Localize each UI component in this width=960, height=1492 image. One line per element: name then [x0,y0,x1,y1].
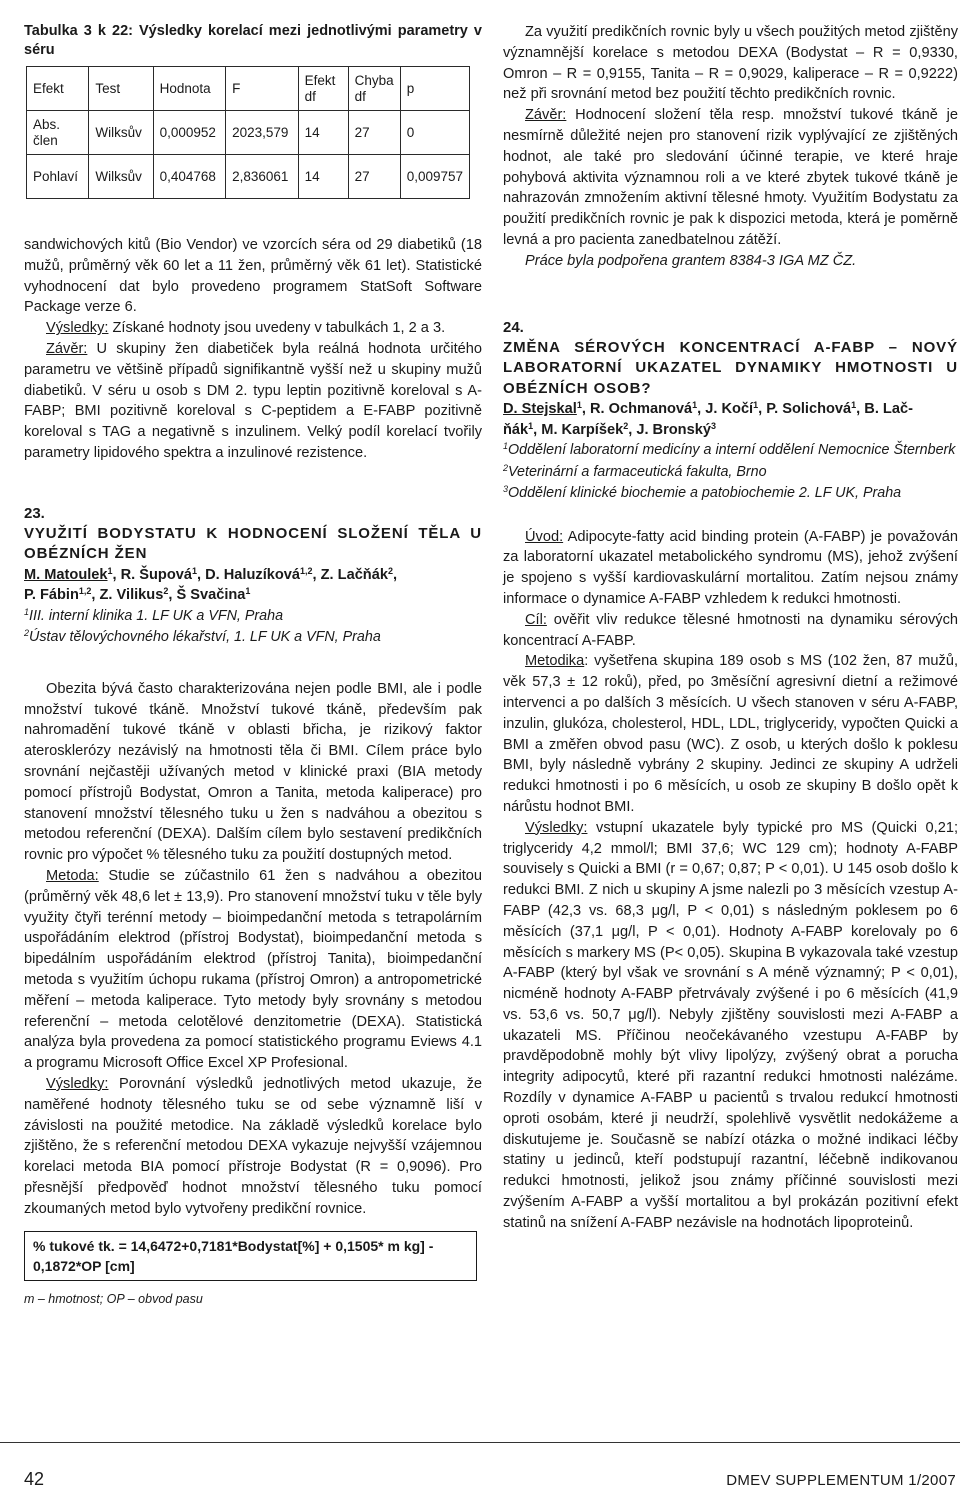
table-row [27,155,470,199]
table-cell: 27 [348,155,400,199]
affiliation: $^1$III. interní klinika 1. LF UK a VFN, Praha [24,606,284,624]
table-header-row [27,67,470,111]
results-text: vstupní ukazatele byly typické pro MS (Quicki 0,21; triglyceridy 4,2 mmol/l; BMI 37,6; WC 129 cm); hodnoty A-FABP souvisely s Quicki a BMI (r = 0,67; 0,87; P < 0,01). U 145 osob došlo k redukci BMI. Z nich u skupiny A jsme nalezli po 3 měsících vzestup A-FABP (42,3 vs. 68,3 μg/l, P < 0,01) s následným poklesem po 6 měsících (37,1 μg/l, P < 0,01). Hodnoty A-FABP korelovaly po 6 měsících s markery MS (P< 0,05). Skupina B vykazovala také vzestup A-FABP (který byl však ve srovnání s A méně významný; P < 0,01), nicméně hodnoty A-FABP přetrvávaly zvýšené i po 6 měsících (41,9 vs. 53,6 vs. 50,7 μg/l). Nebyly zjištěny souvislosti mezi A-FABP a ukazateli MS. Příčinou neočekávaného vzestupu A-FABP by pravděpodobně mohly být vlivy lipolýzy, zvýšený obrat a porucha integrity adipocytů, které při razantní redukci hmotnosti nalézáme. Rozdíly v dynamice A-FABP u pacientů s trvalou redukcí hmotnosti oproti osobám, které ji neudrží, spolehlivě vysvětlit nedokážeme a diskutujeme je. Současně se nabízí otázka o možné indikaci léčby statiny u jedinců, kteří podstupují razantní, léčebně indikovanou redukci hmotnosti, jelikož jsou známy příčinné souvislosti mezi zvýšením A-FABP a vyšší mortalitou a byl prokázán pozitivní efekt statinů na snížení A-FABP nezávisle na hodnotách lipoproteinů. [503,819,958,1231]
table-header-cell: Hodnota [153,67,226,111]
table-cell: 0,009757 [400,155,469,199]
table-cell: 0 [400,111,469,155]
article-23-title: VYUŽITÍ BODYSTATU K HODNOCENÍ SLOŽENÍ TĚLA U OBÉZNÍCH ŽEN [24,524,482,563]
method-paragraph [503,651,958,817]
methods-tail-paragraph: sandwichových kitů (Bio Vendor) ve vzorcích séra od 29 diabetiků (18 mužů, průměrný věk 60 let a 11 žen, průměrný věk 61 let). Statistické vyhodnocení dat bylo provedeno programem StatSoft Software Package verze 6. [24,237,482,316]
table-row [27,111,470,155]
table-cell: 2,836061 [226,155,299,199]
article-23-authors: M. Matoulek$^1$, R. Šupová$^1$, D. Haluzíková$^{1,2}$, Z. Lačňák$^2$, P. Fábin$^{1,2}$, Z. Vilikus$^2$, Š Svačina$^1$ [24,565,398,604]
table-cell: 27 [348,111,400,155]
table-caption: Tabulka 3 k 22: Výsledky korelací mezi jednotlivými parametry v séru [24,23,482,58]
results-label: Výsledky: [46,1075,109,1092]
left-column [24,22,482,1307]
predictions-paragraph: Za využití predikčních rovnic byly u všech použitých metod zjištěny významnější korelace s metodou DEXA (Bodystat – R = 0,9330, Omron – R = 0,9155, Tanita – R = 0,9029, kaliperace – R = 0,9222) než při srovnání metod bez použití těchto predikčních rovnic. [503,24,958,103]
results-label: Výsledky: [46,320,109,337]
conclusion-paragraph [24,339,482,464]
table-cell: Abs. člen [27,111,89,155]
affiliation: $^2$Veterinární a farmaceutická fakulta, Brno [503,462,767,480]
article-24-number: 24. [503,318,524,336]
results-text: Porovnání výsledků jednotlivých metod ukazuje, že naměřené hodnoty tělesného tuku se od sebe významně liší v závislosti na použité metodice. Na základě výsledků korelace bylo zjištěno, že s referenční metodou DEXA vykazuje nejvyšší vzájemnou korelaci metoda BIA pomocí přístroje Bodystat (R = 0,9096). Pro přesnější předpověď hodnot množství tělesného tuku pomocí zkoumaných metod bylo vytvořeny predikční rovnice. [24,1075,482,1217]
results-label: Výsledky: [525,819,588,836]
table-cell: Wilksův [89,111,153,155]
aim-paragraph [503,610,958,652]
table-header-cell: Efekt [27,67,89,111]
table-cell: 0,404768 [153,155,226,199]
prediction-formula: % tukové tk. = 14,6472+0,7181*Bodystat[%] + 0,1505* m kg] - 0,1872*OP [cm] [24,1231,477,1281]
method-text: : vyšetřena skupina 189 osob s MS (102 žen, 87 mužů, věk 57,3 ± 12 roků), před, po 3měsíční agresivní dietní a režimové intervenci a po dalších 3 měsících. U všech stanoven v séru A-FABP, inzulin, glukóza, cholesterol, HDL, LDL, triglyceridy, vypočten Quicki a BMI a změřen obvod pasu (WC). Z osob, u kterých došlo k poklesu BMI, byly následně vybrány 2 skupiny. Jedinci ze skupiny A udrželi redukci hmotnosti i po 6 měsících, u osob ze skupiny B došlo opět k nárůstu hodnot BMI. [503,653,958,815]
intro-label: Úvod: [525,528,564,545]
article-24-title: ZMĚNA SÉROVÝCH KONCENTRACÍ A-FABP – NOVÝ LABORATORNÍ UKAZATEL DYNAMIKY HMOTNOSTI U OBÉZNÍCH OSOB? [503,338,958,397]
results-table [26,66,470,199]
article-23-number: 23. [24,504,45,522]
table-header-cell: p [400,67,469,111]
conclusion-text: Hodnocení složení těla resp. množství tukové tkáně je nesmírně důležité nejen pro stanovení rizik vyplývající ze zjištěných hodnot, ale také pro sledování účinné terapie, ve které hraje pohybová aktivita významnou roli a ve které zbytek tukové tkáně je nahrazován zmnožením aktivní tělesné hmoty. Využitím Bodystatu za použití predikčních rovnic je pak k dispozici metoda, která je poměrně levná a pro pacienta zanedbatelnou zátěží. [503,107,958,248]
table-cell: 0,000952 [153,111,226,155]
journal-name: DMEV SUPPLEMENTUM 1/2007 [726,1472,956,1489]
intro-text: Adipocyte-fatty acid binding protein (A-FABP) je považován za laboratorní ukazatel metabolického syndromu (MS), jehož zvýšení je spojeno s vyšší kardiovaskulární mortalitou. Zatím nejsou známy informace o dynamice A-FABP vzhledem k redukci hmotnosti. [503,528,958,607]
affiliation: $^2$Ústav tělovýchovného lékařství, 1. LF UK a VFN, Praha [24,628,381,646]
table-cell: 14 [298,111,348,155]
right-column [503,22,958,1234]
aim-text: ověřit vliv redukce tělesné hmotnosti na dynamiku sérových koncentrací A-FABP. [503,611,958,649]
table-header-cell: Chyba df [348,67,400,111]
conclusion-label: Závěr: [525,107,567,124]
intro-paragraph [503,527,958,610]
table-header-cell: F [226,67,299,111]
table-cell: Wilksův [89,155,153,199]
method-paragraph [24,866,482,1074]
conclusion-label: Závěr: [46,340,88,357]
footer-divider [0,1442,960,1443]
results-paragraph [24,318,482,339]
method-text: Studie se zúčastnilo 61 žen s nadváhou a obezitou (průměrný věk 48,6 let ± 13,9). Pro stanovení množství tuku v těle byly využity čtyři terénní metody – bioimpedanční metoda s tetrapolárním uspořádáním elektrod (přístroj Bodystat), bioimpedanční metoda s bipedálním uspořádáním elektrod (přístroj Tanita), bioimpedanční metoda s využitím úchopu rukama (přístroj Omron) a antropometrické měření – metoda kaliperace. Tyto metody byly srovnány s metodou referenční – metoda celotělové denzitometrie (DEXA). Statistická analýza byla provedena za pomocí statistického programu Eviews 4.1 a programu Microsoft Office Excel XP Profesional. [24,867,482,1072]
affiliation: $^3$Oddělení klinické biochemie a patobiochemie 2. LF UK, Praha [503,484,902,502]
first-author: D. Stejskal [503,401,577,418]
table-cell: 2023,579 [226,111,299,155]
affiliation: $^1$Oddělení laboratorní medicíny a interní oddělení Nemocnice Šternberk [503,441,956,459]
method-label: Metodika [525,653,585,670]
conclusion-paragraph [503,105,958,251]
intro-paragraph: Obezita bývá často charakterizována nejen podle BMI, ale i podle množství tukové tkáně. Množství tukové tkáně, především pak nahromadění tukové tkáně v oblasti břicha, je rizikový faktor aterosklerózy nezávislý na hmotnosti těla či BMI. Cílem práce bylo srovnání nejčastěji užívaných metod v klinické praxi (BIA metody pomocí přístrojů Bodystat, Omron a Tanita, metoda kaliperace) pro stanovení množství tělesného tuku u žen s nadváhou a obezitou s metodou referenční (DEXA). Dalším cílem bylo sestavení predikčních rovnic pro výpočet % tělesného tuku za použití dostupných metod. [24,680,482,864]
table-header-cell: Efekt df [298,67,348,111]
table-cell: 14 [298,155,348,199]
method-label: Metoda: [46,867,99,884]
grant-acknowledgement: Práce byla podpořena grantem 8384-3 IGA MZ ČZ. [525,252,857,269]
page-number: 42 [24,1469,45,1489]
conclusion-text: U skupiny žen diabetiček byla reálná hodnota určitého parametru ve většině případů signifikantně vyšší než u skupiny mužů diabetiků. V séru u osob s DM 2. typu leptin pozitivně koreloval s A-FABP; BMI pozitivně koreloval s C-peptidem a E-FABP pozitivně koreloval s TAG a negativně s inzulinem. Velký podíl korelací tvořily parametry lipidového spektra a inzulinové rezistence. [24,340,482,461]
results-text: Získané hodnoty jsou uvedeny v tabulkách 1, 2 a 3. [108,320,446,337]
formula-note: m – hmotnost; OP – obvod pasu [24,1292,203,1307]
results-paragraph [24,1074,482,1220]
article-24-authors: D. Stejskal$^1$, R. Ochmanová$^1$, J. Kočí$^1$, P. Solichová$^1$, B. Lač- ňák$^1$, M. Karpíšek$^2$, J. Bronský$^3$ [503,400,913,438]
table-header-cell: Test [89,67,153,111]
first-author: M. Matoulek [24,566,108,583]
aim-label: Cíl: [525,611,547,628]
results-paragraph [503,818,958,1234]
table-cell: Pohlaví [27,155,89,199]
